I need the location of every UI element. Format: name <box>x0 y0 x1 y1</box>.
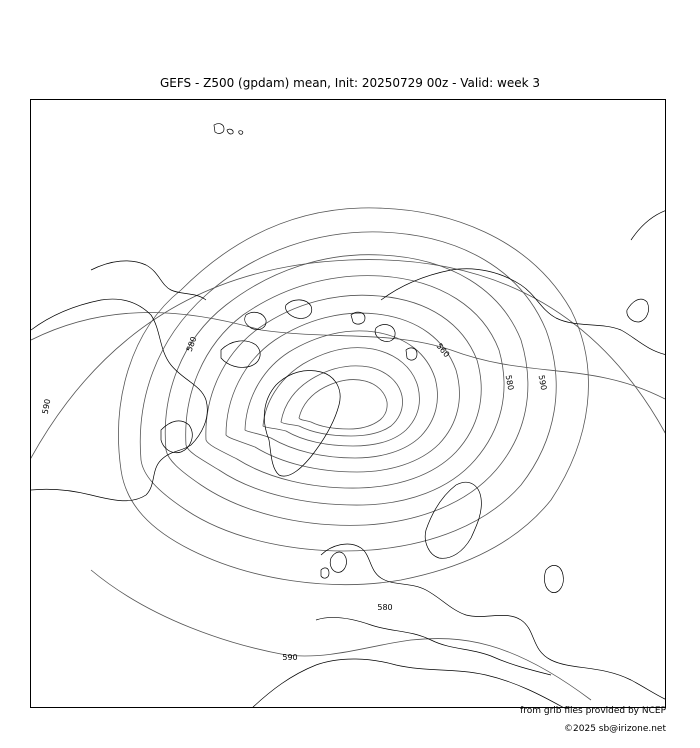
contour-label-590-west: 590 <box>40 398 53 415</box>
coast-small-island <box>214 124 243 135</box>
contour-590-outer <box>31 313 666 401</box>
contour-label-580-west: 580 <box>184 335 199 353</box>
contour-556 <box>281 366 403 436</box>
coast-scandinavia <box>425 482 481 558</box>
contour-588 <box>119 208 589 585</box>
contour-552 <box>299 380 387 429</box>
copyright-credit: ©2025 sb@irizone.net <box>564 724 666 734</box>
map-plot-area <box>30 99 666 708</box>
map-title: GEFS - Z500 (gpdam) mean, Init: 20250729 00z - Valid: week 3 <box>159 76 541 90</box>
contour-label-560: 560 <box>434 341 452 360</box>
coast-hudson-bay <box>161 421 192 453</box>
contour-590-south <box>91 570 591 700</box>
map-canvas <box>31 100 666 708</box>
coast-greenland <box>264 371 340 477</box>
contour-label-580-south: 580 <box>377 603 393 612</box>
coast-caspian <box>544 565 563 592</box>
data-source-credit: from grib files provided by NCEP <box>520 706 666 716</box>
coast-alaska <box>91 261 206 300</box>
contour-564 <box>245 331 437 458</box>
contour-560 <box>263 348 420 446</box>
contour-572 <box>206 295 481 488</box>
contour-576 <box>186 276 504 505</box>
contour-label-580-east: 580 <box>503 374 516 391</box>
coast-siberia <box>381 269 666 355</box>
hemisphere-boundary <box>31 260 666 708</box>
coast-kamchatka <box>631 210 666 240</box>
coast-japan <box>627 299 649 322</box>
coast-british-isles <box>321 552 346 578</box>
contour-568 <box>226 313 459 472</box>
contour-label-590-south: 590 <box>282 653 298 662</box>
coast-mediterranean <box>316 618 551 675</box>
contour-label-590-east: 590 <box>536 374 549 391</box>
